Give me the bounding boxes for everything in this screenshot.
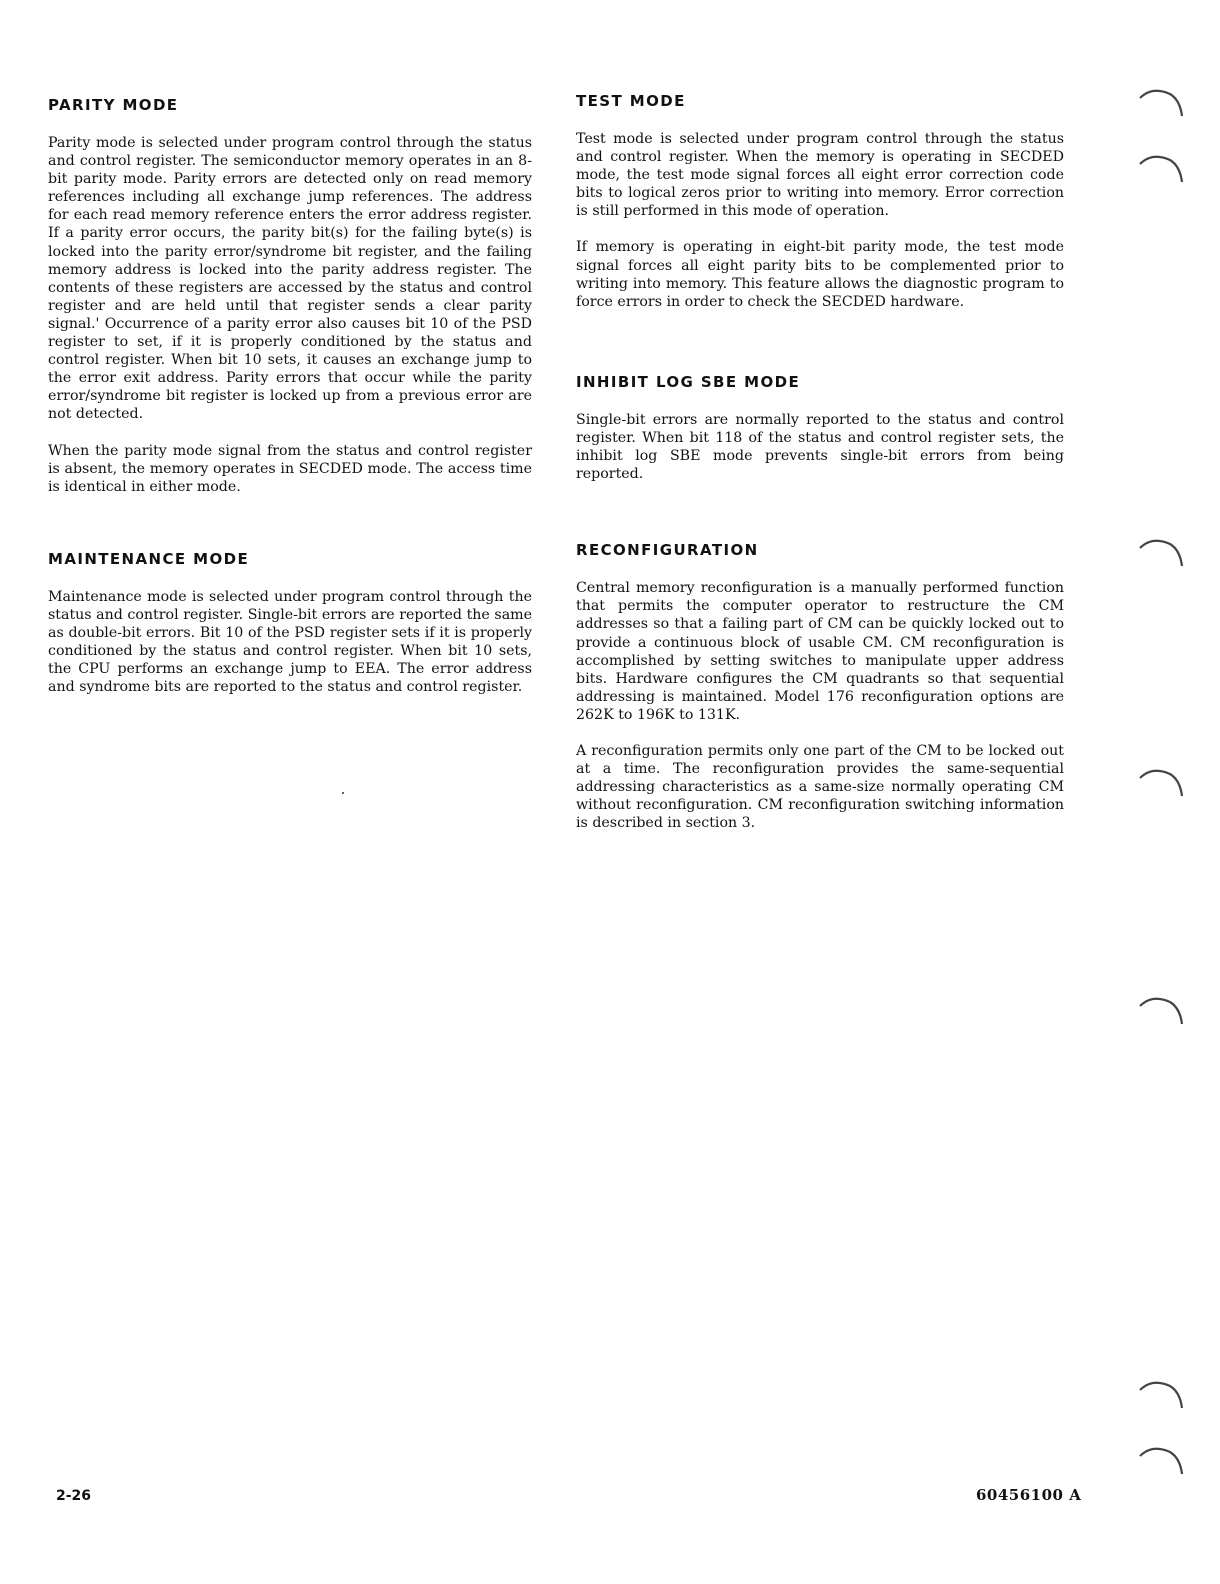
page-number: 2-26 (56, 1488, 92, 1504)
reconfiguration-heading: RECONFIGURATION (576, 541, 759, 560)
binder-hole-mark-icon (1136, 1442, 1184, 1476)
test-mode-heading: TEST MODE (576, 92, 686, 110)
reconfiguration-paragraph-2: A reconfiguration permits only one part of the CM to be locked out at a time. The reconfiguration provides the same-sequential addressing characteristics as a same-size normally operating CM without reconfiguration. CM reconfiguration switching information is described in section 3. (576, 742, 1064, 832)
maintenance-mode-section (48, 550, 532, 697)
maintenance-mode-paragraph-1: Maintenance mode is selected under program control through the status and control register. Single-bit errors are reported the same as double-bit errors. Bit 10 of the PSD register sets if it is properly conditioned by the status and control register. When bit 10 sets, the CPU performs an exchange jump to EEA. The error address and syndrome bits are reported to the status and control register. (48, 588, 532, 696)
right-column (576, 92, 1064, 850)
test-mode-paragraph-2: If memory is operating in eight-bit parity mode, the test mode signal forces all eight parity bits to be complemented prior to writing into memory. This feature allows the diagnostic program to force errors in order to check the SECDED hardware. (576, 239, 1064, 310)
binder-hole-mark-icon (1136, 764, 1184, 798)
binder-hole-mark-icon (1136, 1376, 1184, 1410)
parity-mode-paragraph-1: Parity mode is selected under program control through the status and control register. The semiconductor memory operates in an 8-bit parity mode. Parity errors are detected only on read memory references including all exchange jump references. The address for each read memory reference enters the error address register. If a parity error occurs, the parity bit(s) for the failing byte(s) is locked into the parity error/syndrome bit register, and the failing memory address is locked into the parity address register. The contents of these registers are accessed by the status and control register and are held until that register sends a clear parity signal.' Occurrence of a parity error also causes bit 10 of the PSD register to set, if it is properly conditioned by the status and control register. When bit 10 sets, it causes an exchange jump to the error exit address. Parity errors that occur while the parity error/syndrome bit register is locked up from a previous error are not detected. (48, 135, 532, 423)
inhibit-log-sbe-mode-heading: INHIBIT LOG SBE MODE (576, 372, 801, 391)
inhibit-log-sbe-mode-paragraph-1: Single-bit errors are normally reported to the status and control register. When bit 118 of the status and control register sets, the inhibit log SBE mode prevents single-bit errors from being reported. (576, 411, 1064, 483)
parity-mode-heading: PARITY MODE (48, 96, 179, 114)
reconfiguration-paragraph-1: Central memory reconfiguration is a manually performed function that permits the computer operator to restructure the CM addresses so that a failing part of CM can be quickly locked out to provide a continuous block of usable CM. CM reconfiguration is accomplished by setting switches to manipulate upper address bits. Hardware configures the CM quadrants so that sequential addressing is maintained. Model 176 reconfiguration options are 262K to 196K to 131K. (576, 580, 1064, 723)
left-column (48, 96, 532, 714)
binder-hole-mark-icon (1136, 534, 1184, 568)
reconfiguration-section (576, 541, 1064, 832)
inhibit-log-sbe-mode-section (576, 373, 1064, 483)
test-mode-paragraph-1: Test mode is selected under program control through the status and control register. When the memory is operating in SECDED mode, the test mode signal forces all eight error correction code bits to logical zeros prior to writing into memory. Error correction is still performed in this mode of operation. (576, 131, 1064, 220)
maintenance-mode-heading: MAINTENANCE MODE (48, 549, 250, 568)
binder-hole-mark-icon (1136, 84, 1184, 118)
parity-mode-paragraph-2: When the parity mode signal from the status and control register is absent, the memory operates in SECDED mode. The access time is identical in either mode. (48, 442, 532, 495)
binder-hole-mark-icon (1136, 150, 1184, 184)
stray-dot (342, 792, 344, 794)
document-number: 60456100 A (976, 1486, 1082, 1504)
binder-hole-mark-icon (1136, 992, 1184, 1026)
test-mode-section (576, 92, 1064, 311)
parity-mode-section (48, 96, 532, 496)
